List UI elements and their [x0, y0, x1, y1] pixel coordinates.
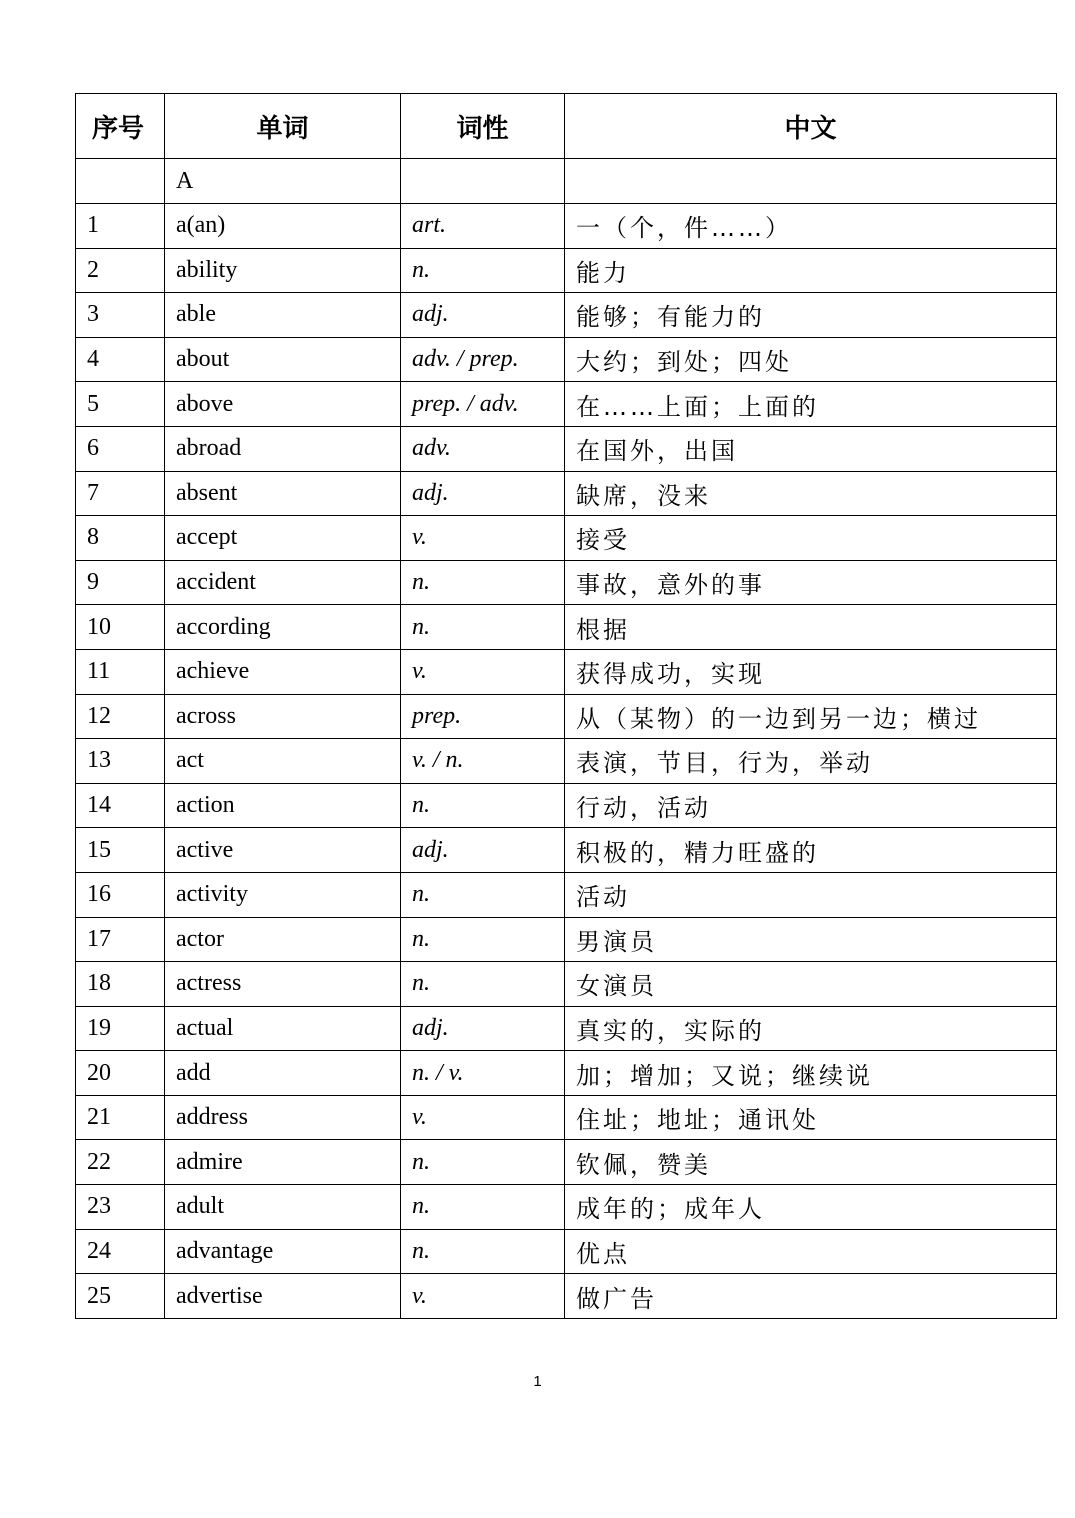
row-number: 17: [76, 917, 165, 962]
row-word: ability: [165, 248, 401, 293]
section-letter: A: [165, 159, 401, 204]
table-row: [76, 471, 1057, 516]
table-row: [76, 739, 1057, 784]
row-chinese: 大约；到处；四处: [565, 337, 1057, 382]
row-word: across: [165, 694, 401, 739]
row-number: 16: [76, 872, 165, 917]
row-word: admire: [165, 1140, 401, 1185]
row-chinese: 在国外，出国: [565, 426, 1057, 471]
row-word: above: [165, 382, 401, 427]
row-part-of-speech: n.: [401, 783, 565, 828]
row-part-of-speech: n.: [401, 560, 565, 605]
header-word: 单词: [165, 94, 401, 159]
row-part-of-speech: n.: [401, 248, 565, 293]
row-number: 9: [76, 560, 165, 605]
table-row: [76, 293, 1057, 338]
row-chinese: 男演员: [565, 917, 1057, 962]
row-part-of-speech: adj.: [401, 471, 565, 516]
section-letter-row: [76, 159, 1057, 204]
row-number: 1: [76, 204, 165, 249]
row-chinese: 做广告: [565, 1274, 1057, 1319]
row-number: 13: [76, 739, 165, 784]
row-word: accident: [165, 560, 401, 605]
row-chinese: 表演，节目，行为，举动: [565, 739, 1057, 784]
row-chinese: 事故，意外的事: [565, 560, 1057, 605]
row-number: 21: [76, 1095, 165, 1140]
row-part-of-speech: adj.: [401, 293, 565, 338]
row-number: 14: [76, 783, 165, 828]
row-number: 24: [76, 1229, 165, 1274]
row-part-of-speech: v.: [401, 649, 565, 694]
table-row: [76, 917, 1057, 962]
row-chinese: 优点: [565, 1229, 1057, 1274]
row-part-of-speech: n. / v.: [401, 1051, 565, 1096]
table-row: [76, 649, 1057, 694]
row-chinese: 积极的，精力旺盛的: [565, 828, 1057, 873]
row-part-of-speech: n.: [401, 1185, 565, 1230]
vocabulary-table: [75, 93, 1057, 1319]
table-row: [76, 783, 1057, 828]
row-part-of-speech: n.: [401, 872, 565, 917]
table-row: [76, 694, 1057, 739]
table-row: [76, 382, 1057, 427]
row-number: 15: [76, 828, 165, 873]
row-number: 6: [76, 426, 165, 471]
row-chinese: 钦佩，赞美: [565, 1140, 1057, 1185]
page-number: 1: [533, 1373, 542, 1390]
row-word: adult: [165, 1185, 401, 1230]
row-word: advertise: [165, 1274, 401, 1319]
table-row: [76, 1051, 1057, 1096]
row-chinese: 女演员: [565, 962, 1057, 1007]
row-chinese: 从（某物）的一边到另一边；横过: [565, 694, 1057, 739]
row-word: absent: [165, 471, 401, 516]
row-number: 3: [76, 293, 165, 338]
header-chinese: 中文: [565, 94, 1057, 159]
header-number: 序号: [76, 94, 165, 159]
table-row: [76, 426, 1057, 471]
table-row: [76, 337, 1057, 382]
row-word: about: [165, 337, 401, 382]
row-word: address: [165, 1095, 401, 1140]
row-number: 12: [76, 694, 165, 739]
row-word: advantage: [165, 1229, 401, 1274]
row-word: a(an): [165, 204, 401, 249]
row-number: 20: [76, 1051, 165, 1096]
row-part-of-speech: adv.: [401, 426, 565, 471]
table-row: [76, 1140, 1057, 1185]
row-chinese: 加；增加；又说；继续说: [565, 1051, 1057, 1096]
row-chinese: 在……上面；上面的: [565, 382, 1057, 427]
row-chinese: 行动，活动: [565, 783, 1057, 828]
row-word: able: [165, 293, 401, 338]
row-part-of-speech: prep. / adv.: [401, 382, 565, 427]
row-word: actress: [165, 962, 401, 1007]
table-row: [76, 560, 1057, 605]
table-row: [76, 962, 1057, 1007]
row-chinese: 活动: [565, 872, 1057, 917]
table-row: [76, 1185, 1057, 1230]
row-word: active: [165, 828, 401, 873]
row-word: abroad: [165, 426, 401, 471]
table-row: [76, 1229, 1057, 1274]
row-part-of-speech: art.: [401, 204, 565, 249]
table-row: [76, 1274, 1057, 1319]
row-number: 8: [76, 516, 165, 561]
table-row: [76, 1095, 1057, 1140]
row-part-of-speech: v. / n.: [401, 739, 565, 784]
row-chinese: 住址；地址；通讯处: [565, 1095, 1057, 1140]
row-chinese: 成年的；成年人: [565, 1185, 1057, 1230]
section-empty-cell: [76, 159, 165, 204]
row-word: according: [165, 605, 401, 650]
row-part-of-speech: n.: [401, 605, 565, 650]
table-row: [76, 605, 1057, 650]
row-part-of-speech: adj.: [401, 1006, 565, 1051]
row-word: accept: [165, 516, 401, 561]
row-word: action: [165, 783, 401, 828]
table-body: [76, 159, 1057, 1319]
row-word: act: [165, 739, 401, 784]
row-part-of-speech: v.: [401, 1095, 565, 1140]
table-header-row: [76, 94, 1057, 159]
row-number: 11: [76, 649, 165, 694]
row-part-of-speech: v.: [401, 516, 565, 561]
header-part-of-speech: 词性: [401, 94, 565, 159]
row-chinese: 获得成功，实现: [565, 649, 1057, 694]
table-row: [76, 1006, 1057, 1051]
row-word: add: [165, 1051, 401, 1096]
row-part-of-speech: adv. / prep.: [401, 337, 565, 382]
row-number: 7: [76, 471, 165, 516]
row-part-of-speech: n.: [401, 1140, 565, 1185]
table-row: [76, 872, 1057, 917]
row-number: 5: [76, 382, 165, 427]
row-word: activity: [165, 872, 401, 917]
row-chinese: 根据: [565, 605, 1057, 650]
section-empty-cell: [565, 159, 1057, 204]
row-chinese: 能够；有能力的: [565, 293, 1057, 338]
row-number: 25: [76, 1274, 165, 1319]
row-number: 22: [76, 1140, 165, 1185]
row-number: 23: [76, 1185, 165, 1230]
row-part-of-speech: n.: [401, 1229, 565, 1274]
row-part-of-speech: n.: [401, 917, 565, 962]
row-number: 4: [76, 337, 165, 382]
table-row: [76, 204, 1057, 249]
section-empty-cell: [401, 159, 565, 204]
row-chinese: 真实的，实际的: [565, 1006, 1057, 1051]
table-row: [76, 828, 1057, 873]
row-number: 10: [76, 605, 165, 650]
row-word: actor: [165, 917, 401, 962]
row-part-of-speech: adj.: [401, 828, 565, 873]
row-part-of-speech: n.: [401, 962, 565, 1007]
row-word: actual: [165, 1006, 401, 1051]
row-number: 2: [76, 248, 165, 293]
row-part-of-speech: v.: [401, 1274, 565, 1319]
row-part-of-speech: prep.: [401, 694, 565, 739]
row-chinese: 接受: [565, 516, 1057, 561]
row-number: 19: [76, 1006, 165, 1051]
row-number: 18: [76, 962, 165, 1007]
row-chinese: 一（个，件……）: [565, 204, 1057, 249]
row-chinese: 缺席，没来: [565, 471, 1057, 516]
row-word: achieve: [165, 649, 401, 694]
table-row: [76, 516, 1057, 561]
row-chinese: 能力: [565, 248, 1057, 293]
table-row: [76, 248, 1057, 293]
